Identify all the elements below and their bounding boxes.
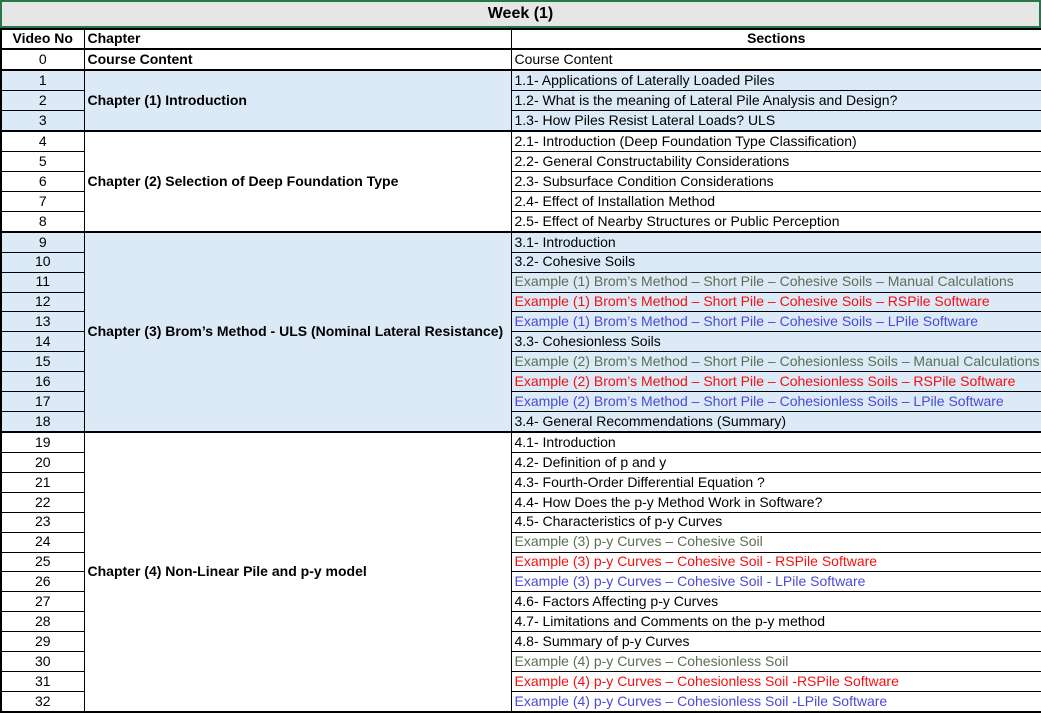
video-no-cell: 3 bbox=[1, 111, 84, 132]
chapter-cell: Chapter (4) Non-Linear Pile and p-y model bbox=[84, 432, 511, 712]
video-no-cell: 2 bbox=[1, 91, 84, 111]
video-no-cell: 9 bbox=[1, 232, 84, 253]
video-no-cell: 20 bbox=[1, 452, 84, 472]
section-cell: 2.5- Effect of Nearby Structures or Public Perception bbox=[511, 211, 1041, 232]
course-table-body bbox=[1, 49, 1041, 712]
section-cell: Example (4) p-y Curves – Cohesionless Soil -RSPile Software bbox=[511, 671, 1041, 691]
section-cell: 2.1- Introduction (Deep Foundation Type Classification) bbox=[511, 131, 1041, 152]
video-no-cell: 14 bbox=[1, 332, 84, 352]
chapter-cell: Course Content bbox=[84, 49, 511, 70]
section-cell: Example (3) p-y Curves – Cohesive Soil - LPile Software bbox=[511, 572, 1041, 592]
week-title-bar bbox=[0, 0, 1041, 28]
section-cell: 4.6- Factors Affecting p-y Curves bbox=[511, 592, 1041, 612]
video-no-cell: 31 bbox=[1, 671, 84, 691]
video-no-cell: 30 bbox=[1, 652, 84, 672]
section-cell: 1.1- Applications of Laterally Loaded Piles bbox=[511, 70, 1041, 91]
video-no-cell: 17 bbox=[1, 392, 84, 412]
section-cell: Example (3) p-y Curves – Cohesive Soil - RSPile Software bbox=[511, 552, 1041, 572]
column-header-video-no: Video No bbox=[1, 29, 84, 49]
section-cell: 3.2- Cohesive Soils bbox=[511, 252, 1041, 272]
video-no-cell: 0 bbox=[1, 49, 84, 70]
section-cell: 2.2- General Constructability Considerations bbox=[511, 152, 1041, 172]
video-no-cell: 32 bbox=[1, 691, 84, 712]
section-cell: Course Content bbox=[511, 49, 1041, 70]
table-row bbox=[1, 131, 1041, 152]
video-no-cell: 8 bbox=[1, 211, 84, 232]
video-no-cell: 13 bbox=[1, 312, 84, 332]
video-no-cell: 11 bbox=[1, 272, 84, 292]
video-no-cell: 18 bbox=[1, 411, 84, 432]
video-no-cell: 19 bbox=[1, 432, 84, 453]
table-row bbox=[1, 232, 1041, 253]
section-cell: 4.4- How Does the p-y Method Work in Software? bbox=[511, 492, 1041, 512]
video-no-cell: 12 bbox=[1, 292, 84, 312]
section-cell: Example (1) Brom’s Method – Short Pile – Cohesive Soils – LPile Software bbox=[511, 312, 1041, 332]
section-cell: Example (3) p-y Curves – Cohesive Soil bbox=[511, 532, 1041, 552]
section-cell: Example (2) Brom’s Method – Short Pile – Cohesionless Soils – Manual Calculations bbox=[511, 352, 1041, 372]
section-cell: 4.8- Summary of p-y Curves bbox=[511, 632, 1041, 652]
section-cell: Example (1) Brom’s Method – Short Pile – Cohesive Soils – RSPile Software bbox=[511, 292, 1041, 312]
section-cell: Example (2) Brom’s Method – Short Pile – Cohesionless Soils – LPile Software bbox=[511, 392, 1041, 412]
course-content-table bbox=[0, 28, 1041, 713]
section-cell: 4.5- Characteristics of p-y Curves bbox=[511, 512, 1041, 532]
section-cell: 4.1- Introduction bbox=[511, 432, 1041, 453]
page-title: Week (1) bbox=[487, 5, 554, 22]
video-no-cell: 6 bbox=[1, 171, 84, 191]
column-header-sections: Sections bbox=[511, 29, 1041, 49]
chapter-cell: Chapter (1) Introduction bbox=[84, 70, 511, 131]
section-cell: 2.4- Effect of Installation Method bbox=[511, 191, 1041, 211]
section-cell: 3.4- General Recommendations (Summary) bbox=[511, 411, 1041, 432]
chapter-cell: Chapter (3) Brom’s Method - ULS (Nominal Lateral Resistance) bbox=[84, 232, 511, 432]
section-cell: 1.2- What is the meaning of Lateral Pile Analysis and Design? bbox=[511, 91, 1041, 111]
video-no-cell: 21 bbox=[1, 472, 84, 492]
table-row bbox=[1, 70, 1041, 91]
section-cell: 2.3- Subsurface Condition Considerations bbox=[511, 171, 1041, 191]
section-cell: Example (4) p-y Curves – Cohesionless Soil bbox=[511, 652, 1041, 672]
video-no-cell: 10 bbox=[1, 252, 84, 272]
video-no-cell: 16 bbox=[1, 372, 84, 392]
table-row bbox=[1, 432, 1041, 453]
video-no-cell: 26 bbox=[1, 572, 84, 592]
video-no-cell: 23 bbox=[1, 512, 84, 532]
video-no-cell: 25 bbox=[1, 552, 84, 572]
section-cell: Example (2) Brom’s Method – Short Pile – Cohesionless Soils – RSPile Software bbox=[511, 372, 1041, 392]
section-cell: 1.3- How Piles Resist Lateral Loads? ULS bbox=[511, 111, 1041, 132]
section-cell: 3.1- Introduction bbox=[511, 232, 1041, 253]
table-row bbox=[1, 49, 1041, 70]
column-header-chapter: Chapter bbox=[84, 29, 511, 49]
video-no-cell: 4 bbox=[1, 131, 84, 152]
header-row bbox=[1, 29, 1041, 49]
chapter-cell: Chapter (2) Selection of Deep Foundation Type bbox=[84, 131, 511, 232]
video-no-cell: 28 bbox=[1, 612, 84, 632]
section-cell: Example (4) p-y Curves – Cohesionless Soil -LPile Software bbox=[511, 691, 1041, 712]
section-cell: 4.7- Limitations and Comments on the p-y method bbox=[511, 612, 1041, 632]
video-no-cell: 5 bbox=[1, 152, 84, 172]
video-no-cell: 15 bbox=[1, 352, 84, 372]
video-no-cell: 24 bbox=[1, 532, 84, 552]
video-no-cell: 7 bbox=[1, 191, 84, 211]
section-cell: Example (1) Brom’s Method – Short Pile – Cohesive Soils – Manual Calculations bbox=[511, 272, 1041, 292]
video-no-cell: 22 bbox=[1, 492, 84, 512]
section-cell: 4.3- Fourth-Order Differential Equation ? bbox=[511, 472, 1041, 492]
video-no-cell: 27 bbox=[1, 592, 84, 612]
section-cell: 3.3- Cohesionless Soils bbox=[511, 332, 1041, 352]
video-no-cell: 29 bbox=[1, 632, 84, 652]
video-no-cell: 1 bbox=[1, 70, 84, 91]
section-cell: 4.2- Definition of p and y bbox=[511, 452, 1041, 472]
